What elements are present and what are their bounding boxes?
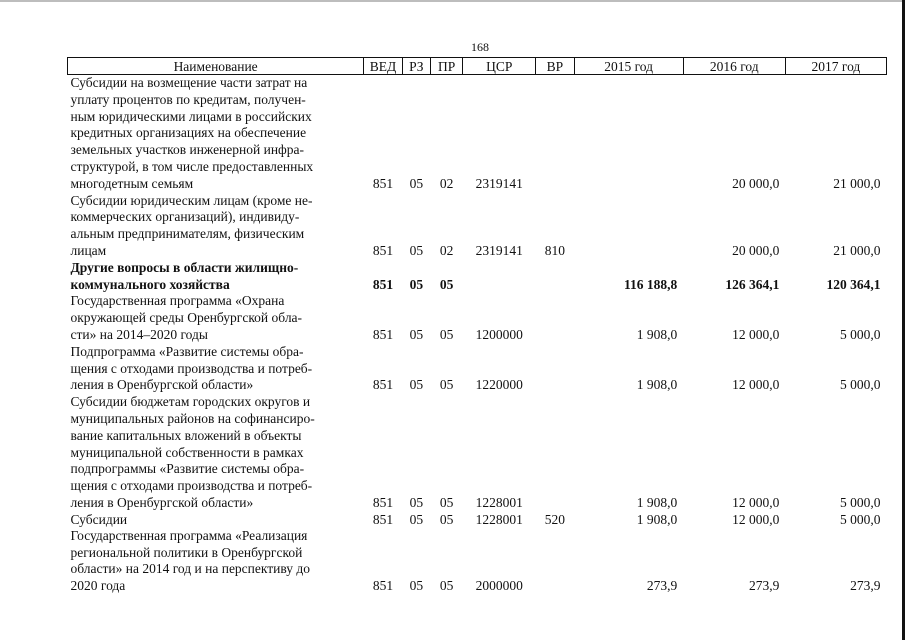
cell-name	[68, 512, 364, 528]
table-row	[68, 394, 887, 512]
name-line: Государственная программа «Охрана	[70, 293, 285, 309]
name-line: уплату процентов по кредитам, получен-	[70, 91, 306, 107]
cell-csr: 2319141	[475, 175, 523, 191]
table-row	[68, 344, 887, 394]
cell-rz: 05	[409, 326, 424, 342]
cell-csr	[463, 260, 536, 294]
cell-2016: 12 000,0	[732, 326, 780, 342]
name-line: земельных участков инженерной инфра-	[70, 142, 305, 158]
name-line: кредитных организациях на обеспечение	[70, 125, 307, 141]
table-row	[68, 193, 887, 260]
cell-2016: 12 000,0	[732, 511, 780, 527]
header-csr: ЦСР	[463, 58, 536, 75]
name-line: Субсидии юридическим лицам (кроме не-	[70, 192, 313, 208]
cell-2015: 1 908,0	[636, 494, 678, 510]
cell-vr	[536, 293, 574, 343]
cell-ved: 851	[372, 511, 394, 527]
cell-name	[68, 394, 364, 512]
name-line: муниципальных районов на софинансиро-	[70, 410, 315, 426]
header-2015: 2015 год	[574, 58, 683, 75]
budget-table	[67, 57, 887, 595]
cell-csr: 1220000	[475, 377, 523, 393]
cell-name	[68, 528, 364, 595]
header-rz: РЗ	[402, 58, 430, 75]
cell-vr	[536, 344, 574, 394]
name-line: окружающей среды Оренбургской обла-	[70, 310, 303, 326]
cell-2017: 21 000,0	[833, 242, 881, 258]
name-line: структурой, в том числе предоставленных	[70, 158, 314, 174]
header-2016: 2016 год	[683, 58, 785, 75]
cell-vr	[536, 260, 574, 294]
cell-2015: 116 188,8	[623, 276, 678, 292]
cell-csr: 2000000	[475, 578, 523, 594]
table-row	[68, 512, 887, 528]
cell-ved: 851	[372, 242, 394, 258]
cell-name	[68, 75, 364, 193]
name-line: вание капитальных вложений в объекты	[70, 427, 302, 443]
cell-csr: 1228001	[475, 494, 523, 510]
name-line: альным предпринимателям, физическим	[70, 226, 305, 242]
cell-2016: 20 000,0	[732, 175, 780, 191]
cell-ved: 851	[372, 494, 394, 510]
name-line: коммерческих организаций), индивиду-	[70, 209, 300, 225]
cell-csr: 1200000	[475, 326, 523, 342]
cell-2015	[574, 75, 683, 193]
cell-pr: 02	[439, 242, 454, 258]
cell-vr: 520	[544, 511, 565, 527]
header-pr: ПР	[430, 58, 462, 75]
cell-csr: 2319141	[475, 242, 523, 258]
cell-2017: 273,9	[850, 578, 881, 594]
name-line: муниципальной собственности в рамках	[70, 444, 304, 460]
cell-name	[68, 344, 364, 394]
cell-rz: 05	[409, 242, 424, 258]
page-top-edge	[0, 0, 905, 2]
cell-rz: 05	[409, 494, 424, 510]
cell-rz: 05	[409, 276, 424, 292]
header-name: Наименование	[68, 58, 364, 75]
name-line: региональной политики в Оренбургской	[70, 544, 303, 560]
table-header-row	[68, 58, 887, 75]
name-line: Подпрограмма «Развитие системы обра-	[70, 343, 304, 359]
cell-2015	[574, 193, 683, 260]
cell-csr: 1228001	[475, 511, 523, 527]
cell-2017: 5 000,0	[840, 511, 881, 527]
table-row	[68, 260, 887, 294]
cell-name	[68, 260, 364, 294]
cell-rz: 05	[409, 175, 424, 191]
name-line: Субсидии бюджетам городских округов и	[70, 394, 311, 410]
cell-2016: 20 000,0	[732, 242, 780, 258]
name-line: подпрограммы «Развитие системы обра-	[70, 461, 305, 477]
cell-2017: 120 364,1	[826, 276, 881, 292]
table-body	[68, 75, 887, 595]
table-row	[68, 293, 887, 343]
name-line: лицам	[70, 242, 107, 258]
table-row	[68, 75, 887, 193]
cell-ved: 851	[372, 276, 394, 292]
cell-2017: 5 000,0	[840, 326, 881, 342]
cell-ved: 851	[372, 326, 394, 342]
cell-vr	[536, 394, 574, 512]
cell-2017: 5 000,0	[840, 377, 881, 393]
name-line: сти» на 2014–2020 годы	[70, 326, 208, 342]
cell-vr	[536, 528, 574, 595]
name-line: щения с отходами производства и потреб-	[70, 478, 313, 494]
page-number: 168	[471, 40, 489, 54]
cell-2016: 126 364,1	[725, 276, 780, 292]
name-line: многодетным семьям	[70, 175, 194, 191]
cell-pr: 05	[439, 377, 454, 393]
cell-2015: 273,9	[646, 578, 678, 594]
name-line: 2020 года	[70, 578, 126, 594]
cell-name	[68, 193, 364, 260]
cell-2015: 1 908,0	[636, 377, 678, 393]
header-vr: ВР	[536, 58, 574, 75]
cell-2015: 1 908,0	[636, 511, 678, 527]
cell-ved: 851	[372, 578, 394, 594]
name-line: коммунального хозяйства	[70, 276, 230, 292]
cell-pr: 05	[439, 326, 454, 342]
cell-2017: 5 000,0	[840, 494, 881, 510]
cell-pr: 05	[439, 276, 454, 292]
cell-2016: 12 000,0	[732, 377, 780, 393]
cell-2016: 12 000,0	[732, 494, 780, 510]
table-row	[68, 528, 887, 595]
cell-pr: 05	[439, 511, 454, 527]
name-line: Субсидии	[70, 511, 128, 527]
cell-vr	[536, 75, 574, 193]
cell-name	[68, 293, 364, 343]
cell-pr: 05	[439, 578, 454, 594]
header-ved: ВЕД	[364, 58, 402, 75]
name-line: Другие вопросы в области жилищно-	[70, 259, 299, 275]
cell-rz: 05	[409, 377, 424, 393]
cell-pr: 02	[439, 175, 454, 191]
cell-2016: 273,9	[748, 578, 780, 594]
cell-rz: 05	[409, 578, 424, 594]
name-line: Государственная программа «Реализация	[70, 527, 308, 543]
name-line: Субсидии на возмещение части затрат на	[70, 75, 308, 90]
cell-pr: 05	[439, 494, 454, 510]
name-line: ным юридическими лицами в российских	[70, 108, 312, 124]
name-line: области» на 2014 год и на перспективу до	[70, 561, 311, 577]
name-line: щения с отходами производства и потреб-	[70, 360, 313, 376]
name-line: ления в Оренбургской области»	[70, 494, 254, 510]
cell-vr: 810	[544, 242, 565, 258]
cell-2017: 21 000,0	[833, 175, 881, 191]
cell-2015: 1 908,0	[636, 326, 678, 342]
name-line: ления в Оренбургской области»	[70, 377, 254, 393]
header-2017: 2017 год	[785, 58, 886, 75]
cell-rz: 05	[409, 511, 424, 527]
cell-ved: 851	[372, 377, 394, 393]
cell-ved: 851	[372, 175, 394, 191]
